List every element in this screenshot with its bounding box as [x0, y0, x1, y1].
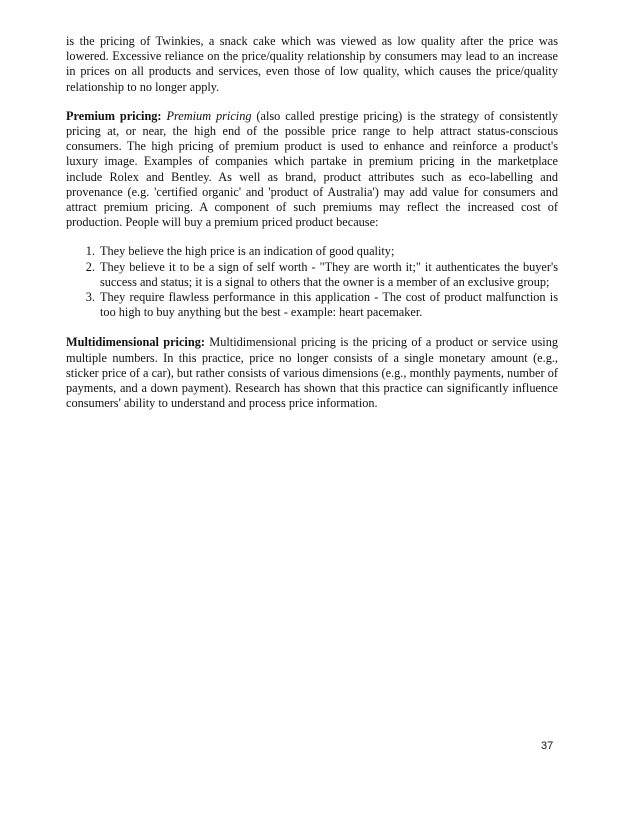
premium-pricing-heading: Premium pricing:: [66, 108, 162, 123]
document-page: [66, 34, 558, 425]
list-item: 2. They believe it to be a sign of self worth - "They are worth it;" it authenticates the buyer's success and status; it is a signal to others that the owner is a member of an exclusive group;: [98, 260, 558, 290]
page-number: 37: [541, 740, 554, 752]
premium-reasons-list: [66, 244, 558, 320]
multidimensional-pricing-heading: Multidimensional pricing:: [66, 335, 205, 350]
premium-pricing-term: Premium pricing: [166, 108, 252, 123]
premium-pricing-body: (also called prestige pricing) is the strategy of consistently pricing at, or near, the high end of the possible price range to help attract status-conscious consumers. The high pricing of premium product is used to enhance and reinforce a product's luxury image. Examples of companies which partake in premium pricing in the marketplace include Rolex and Bentley. As well as brand, product attributes such as eco-labelling and provenance (e.g. 'certified organic' and 'product of Australia') may add value for consumers and attract premium pricing. A component of such premiums may reflect the increased cost of production. People will buy a premium priced product because:: [66, 108, 558, 230]
list-item: 1. They believe the high price is an indication of good quality;: [98, 244, 558, 259]
intro-paragraph: is the pricing of Twinkies, a snack cake which was viewed as low quality after the price was lowered. Excessive reliance on the price/quality relationship by consumers may lead to an increase in prices on all products and services, even those of low quality, which causes the price/quality relationship to no longer apply.: [66, 34, 558, 94]
multidimensional-pricing-paragraph: [66, 335, 558, 411]
multidimensional-pricing-body: Multidimensional pricing is the pricing of a product or service using multiple numbers. In this practice, price no longer consists of a single monetary amount (e.g., sticker price of a car), but rather consists of various dimensions (e.g., monthly payments, number of payments, and a down payment). Research has shown that this practice can significantly influence consumers' ability to understand and process price information.: [66, 335, 558, 411]
list-item: 3. They require flawless performance in this application - The cost of product malfunction is too high to buy anything but the best - example: heart pacemaker.: [98, 290, 558, 320]
premium-pricing-paragraph: [66, 109, 558, 231]
